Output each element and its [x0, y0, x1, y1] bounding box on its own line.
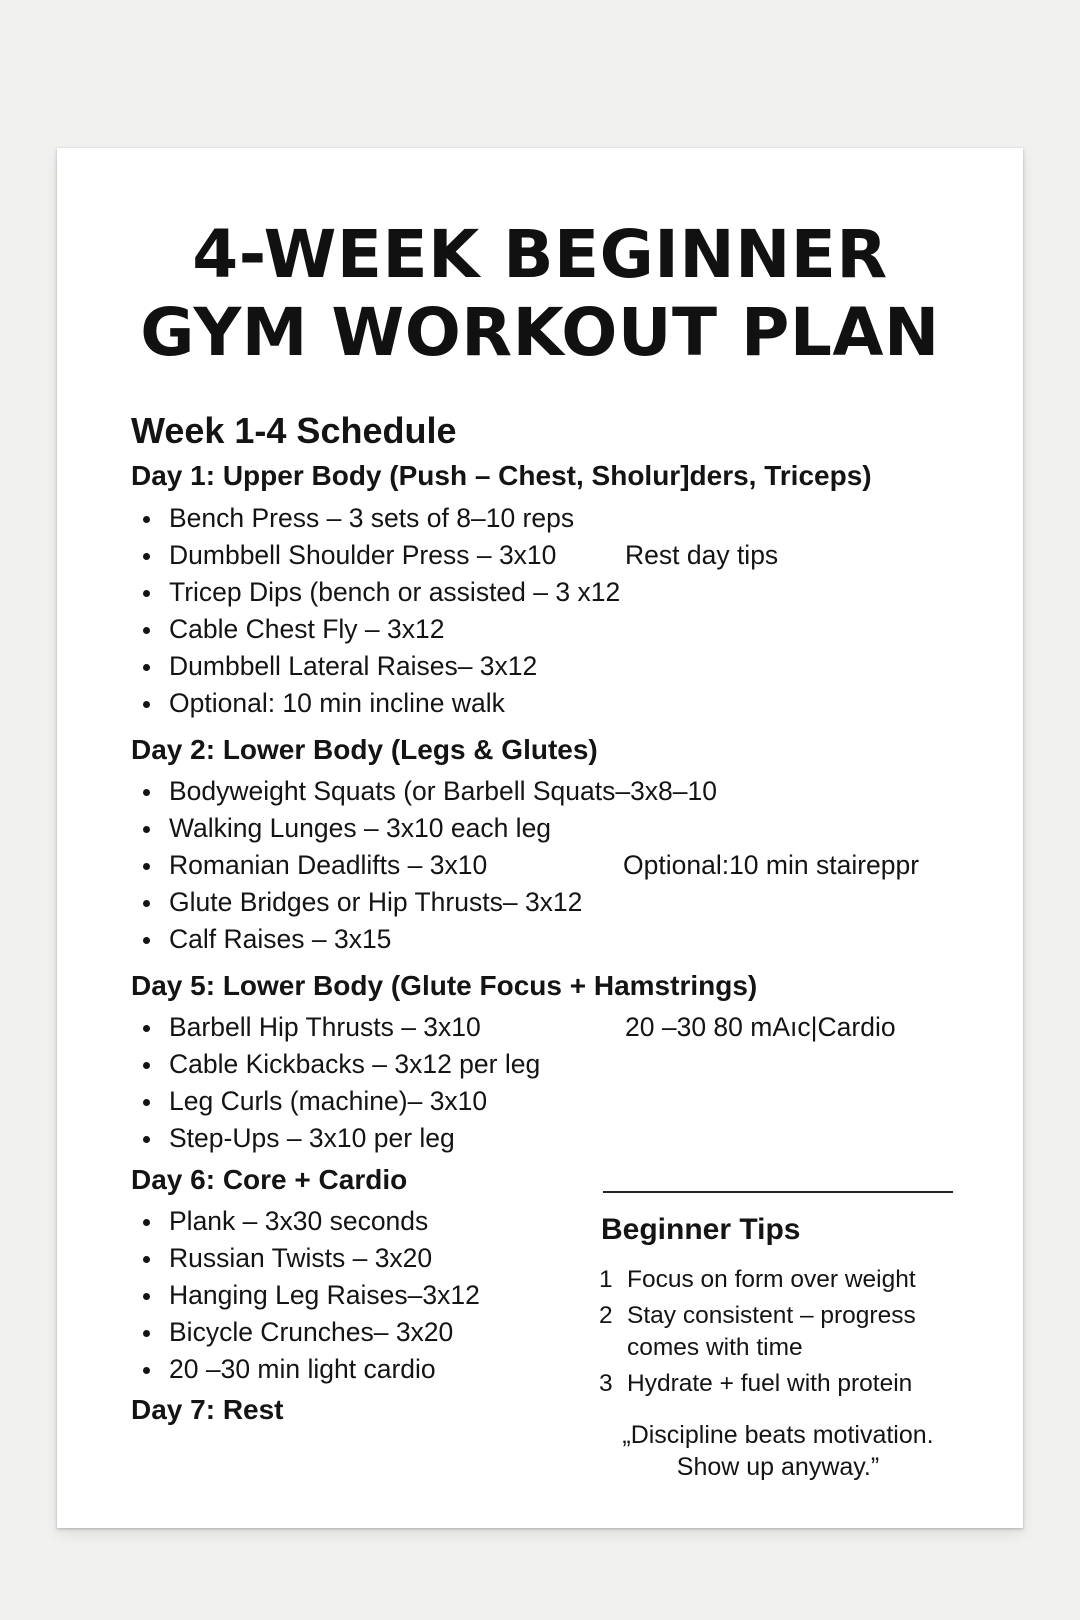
- tip-text: Stay consistent – progress comes with time: [627, 1302, 916, 1361]
- tip-number: 1: [599, 1266, 613, 1293]
- day-2-heading: Day 2: Lower Body (Legs & Glutes): [131, 734, 598, 765]
- list-item: 20 –30 min light cardio: [137, 1351, 480, 1388]
- tip-text: Hydrate + fuel with protein: [627, 1370, 913, 1397]
- list-item: Tricep Dips (bench or assisted – 3 x12: [137, 574, 620, 611]
- list-item: Calf Raises – 3x15: [137, 921, 717, 958]
- rest-day-tips-note: Rest day tips: [625, 540, 779, 570]
- list-item: Bicycle Crunches– 3x20: [137, 1314, 480, 1351]
- list-item: Hanging Leg Raises–3x12: [137, 1277, 480, 1314]
- title-line-1: 4-WEEK BEGINNER: [192, 216, 888, 293]
- list-item: Bench Press – 3 sets of 8–10 reps: [137, 500, 620, 537]
- tip-item: [599, 1264, 959, 1296]
- list-item: Dumbbell Shoulder Press – 3x10: [137, 537, 620, 574]
- tip-number: 2: [599, 1302, 613, 1329]
- tip-item: [599, 1368, 959, 1400]
- cardio-note: 20 –30 80 mAıc|Cardio: [625, 1012, 896, 1042]
- optional-stairs-note: Optional:10 min staireppr: [623, 850, 920, 880]
- day-6-heading: Day 6: Core + Cardio: [131, 1164, 408, 1195]
- day-5-exercise-list: [137, 1009, 540, 1157]
- quote-line-1: „Discipline beats motivation.: [622, 1421, 934, 1449]
- day-6-exercise-list: [137, 1203, 480, 1388]
- list-item: Dumbbell Lateral Raises– 3x12: [137, 648, 620, 685]
- day-1-exercise-list: [137, 500, 620, 722]
- workout-plan-sheet: [57, 148, 1023, 1528]
- title-line-2: GYM WORKOUT PLAN: [140, 294, 940, 371]
- tip-item: [599, 1300, 959, 1364]
- day-7-heading: Day 7: Rest: [131, 1394, 284, 1425]
- list-item: Step-Ups – 3x10 per leg: [137, 1120, 540, 1157]
- tip-text: Focus on form over weight: [627, 1266, 916, 1293]
- list-item: Plank – 3x30 seconds: [137, 1203, 480, 1240]
- list-item: Cable Kickbacks – 3x12 per leg: [137, 1046, 540, 1083]
- list-item: Romanian Deadlifts – 3x10: [137, 847, 717, 884]
- list-item: Barbell Hip Thrusts – 3x10: [137, 1009, 540, 1046]
- day-5-heading: Day 5: Lower Body (Glute Focus + Hamstrings): [131, 970, 758, 1001]
- list-item: Optional: 10 min incline walk: [137, 685, 620, 722]
- day-1-heading: Day 1: Upper Body (Push – Chest, Sholur]ders, Triceps): [131, 460, 872, 491]
- list-item: Glute Bridges or Hip Thrusts– 3x12: [137, 884, 717, 921]
- list-item: Russian Twists – 3x20: [137, 1240, 480, 1277]
- tip-number: 3: [599, 1370, 613, 1397]
- tips-divider: [603, 1191, 953, 1193]
- list-item: Walking Lunges – 3x10 each leg: [137, 810, 717, 847]
- page-title: [57, 216, 1023, 372]
- quote-line-2: Show up anyway.”: [676, 1453, 880, 1481]
- list-item: Cable Chest Fly – 3x12: [137, 611, 620, 648]
- tips-list: [599, 1264, 959, 1404]
- tips-heading: Beginner Tips: [601, 1213, 801, 1246]
- schedule-heading: Week 1-4 Schedule: [131, 410, 457, 451]
- list-item: Bodyweight Squats (or Barbell Squats–3x8–10: [137, 773, 717, 810]
- list-item: Leg Curls (machine)– 3x10: [137, 1083, 540, 1120]
- motivational-quote: [587, 1419, 969, 1483]
